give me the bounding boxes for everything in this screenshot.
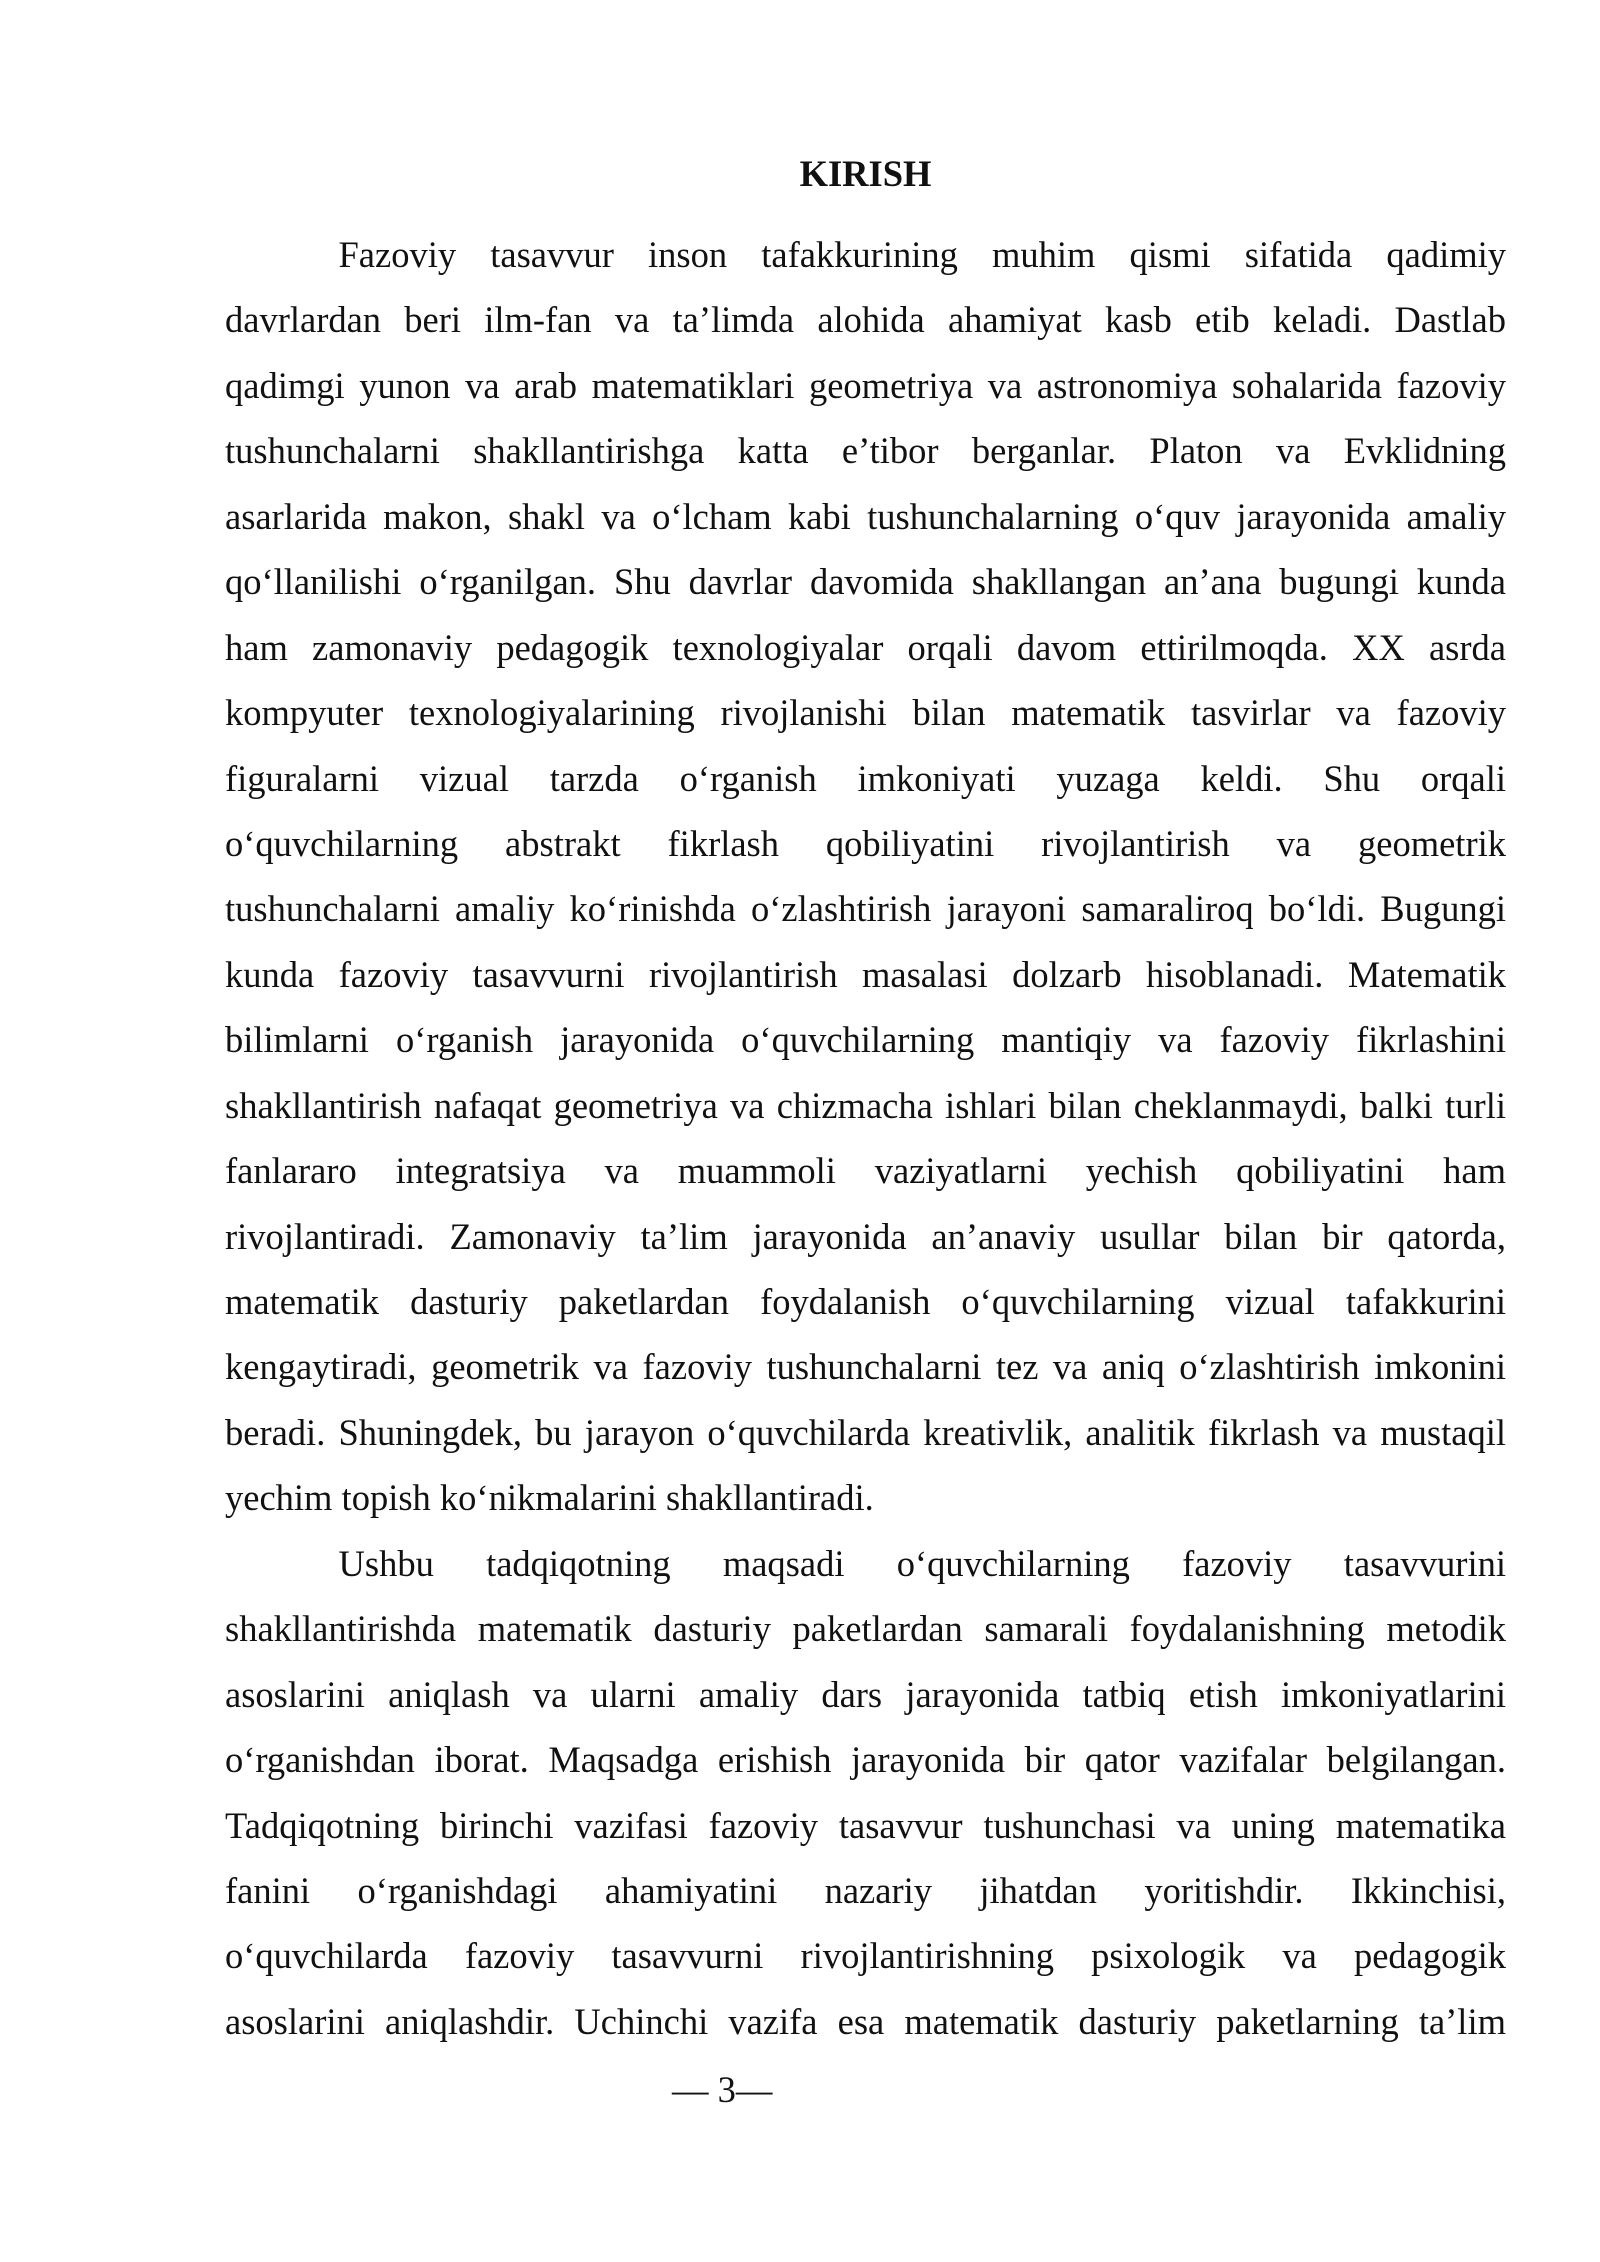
text-line: kompyuter texnologiyalarining rivojlanishi bilan matematik tasvirlar va fazoviy xyxy=(225,692,1506,734)
section-heading: KIRISH xyxy=(799,153,932,194)
text-line: Ushbu tadqiqotning maqsadi o‘quvchilarning fazoviy tasavvurini xyxy=(338,1542,1506,1584)
paragraph xyxy=(225,222,1506,1531)
document-body xyxy=(225,222,1506,2054)
text-line: asoslarini aniqlashdir. Uchinchi vazifa esa matematik dasturiy paketlarning ta’lim xyxy=(225,2000,1506,2042)
text-line: tushunchalarni shakllantirishga katta e’tibor berganlar. Platon va Evklidning xyxy=(225,430,1506,472)
text-line: tushunchalarni amaliy ko‘rinishda o‘zlashtirish jarayoni samaraliroq bo‘ldi. Bugungi xyxy=(225,888,1506,930)
text-line: asarlarida makon, shakl va o‘lcham kabi tushunchalarning o‘quv jarayonida amaliy xyxy=(225,495,1506,537)
text-line: o‘quvchilarning abstrakt fikrlash qobiliyatini rivojlantirish va geometrik xyxy=(225,822,1506,864)
text-line: fanlararo integratsiya va muammoli vaziyatlarni yechish qobiliyatini ham xyxy=(225,1150,1506,1192)
text-line: figuralarni vizual tarzda o‘rganish imkoniyati yuzaga keldi. Shu orqali xyxy=(225,757,1506,799)
text-line: asoslarini aniqlash va ularni amaliy dars jarayonida tatbiq etish imkoniyatlarini xyxy=(225,1673,1506,1715)
text-line: Fazoviy tasavvur inson tafakkurining muhim qismi sifatida qadimiy xyxy=(338,234,1506,275)
text-line: bilimlarni o‘rganish jarayonida o‘quvchilarning mantiqiy va fazoviy fikrlashini xyxy=(225,1019,1506,1061)
text-line: shakllantirishda matematik dasturiy paketlardan samarali foydalanishning metodik xyxy=(225,1608,1506,1650)
text-line: shakllantirish nafaqat geometriya va chizmacha ishlari bilan cheklanmaydi, balki turli xyxy=(225,1084,1506,1126)
text-line: rivojlantiradi. Zamonaviy ta’lim jarayonida an’anaviy usullar bilan bir qatorda, xyxy=(225,1215,1506,1257)
page-number: — 3— xyxy=(672,2069,773,2110)
text-line: kunda fazoviy tasavvurni rivojlantirish masalasi dolzarb hisoblanadi. Matematik xyxy=(225,953,1506,995)
text-line: beradi. Shuningdek, bu jarayon o‘quvchilarda kreativlik, analitik fikrlash va mustaqil xyxy=(225,1411,1506,1453)
text-line: kengaytiradi, geometrik va fazoviy tushunchalarni tez va aniq o‘zlashtirish imkonini xyxy=(225,1346,1506,1388)
text-line: matematik dasturiy paketlardan foydalanish o‘quvchilarning vizual tafakkurini xyxy=(225,1281,1506,1322)
text-line: o‘quvchilarda fazoviy tasavvurni rivojlantirishning psixologik va pedagogik xyxy=(225,1935,1506,1977)
text-line: davrlardan beri ilm-fan va ta’limda alohida ahamiyat kasb etib keladi. Dastlab xyxy=(225,299,1506,341)
paragraph xyxy=(225,1531,1506,2055)
text-line: Tadqiqotning birinchi vazifasi fazoviy tasavvur tushunchasi va uning matematika xyxy=(225,1804,1506,1846)
text-line: qadimgi yunon va arab matematiklari geometriya va astronomiya sohalarida fazoviy xyxy=(225,364,1506,406)
text-line: o‘rganishdan iborat. Maqsadga erishish jarayonida bir qator vazifalar belgilangan. xyxy=(225,1739,1506,1781)
text-line: ham zamonaviy pedagogik texnologiyalar orqali davom ettirilmoqda. XX asrda xyxy=(225,626,1506,668)
text-line: fanini o‘rganishdagi ahamiyatini nazariy jihatdan yoritishdir. Ikkinchisi, xyxy=(225,1869,1506,1911)
text-line: qo‘llanilishi o‘rganilgan. Shu davrlar davomida shakllangan an’ana bugungi kunda xyxy=(225,561,1506,603)
text-line: yechim topish ko‘nikmalarini shakllantiradi. xyxy=(225,1477,874,1519)
